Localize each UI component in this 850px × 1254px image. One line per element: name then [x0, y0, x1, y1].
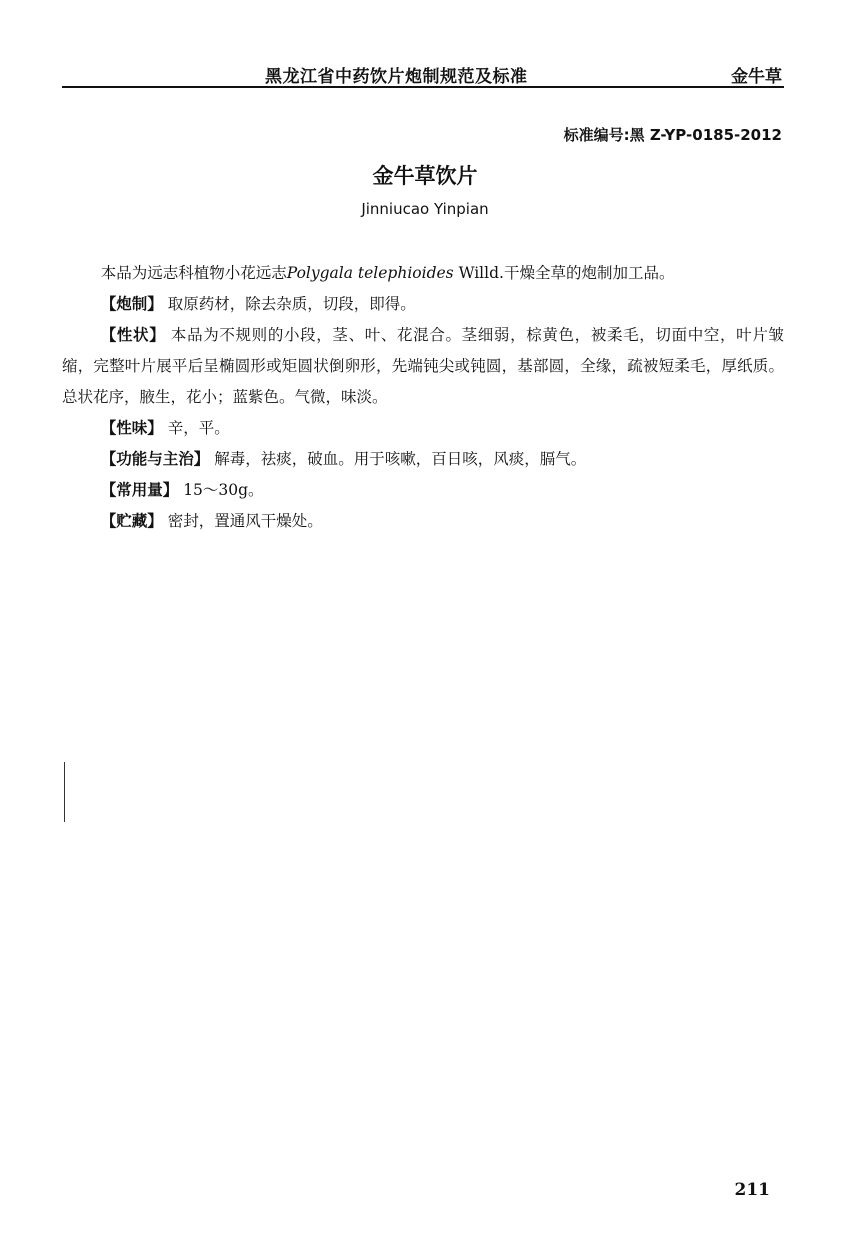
standard-number: 标准编号:黑 Z-YP-0185-2012: [563, 126, 782, 144]
section-characteristics: [62, 320, 784, 413]
section-tag: 【常用量】: [100, 481, 179, 499]
margin-scan-mark: [64, 762, 65, 822]
section-text: 取原药材，除去杂质，切段，即得。: [162, 295, 416, 313]
section-tag: 【炮制】: [100, 295, 163, 313]
section-tag: 【贮藏】: [100, 512, 163, 530]
section-text: 15～30g。: [178, 481, 264, 499]
page-number: 211: [734, 1180, 770, 1200]
section-property-flavor: [62, 413, 784, 444]
section-tag: 【性味】: [100, 419, 163, 437]
section-text: 密封，置通风干燥处。: [162, 512, 323, 530]
section-dosage: [62, 475, 784, 506]
intro-paragraph: [62, 258, 784, 289]
page-subtitle: Jinniucao Yinpian: [361, 200, 489, 218]
section-text: 本品为不规则的小段，茎、叶、花混合。茎细弱，棕黄色，被柔毛，切面中空，叶片皱缩，完整叶片展平后呈椭圆形或矩圆状倒卵形，先端钝尖或钝圆，基部圆，全缘，疏被短柔毛，厚纸质。总状花序，腋生，花小；蓝紫色。气微，味淡。: [62, 326, 784, 406]
section-tag: 【功能与主治】: [100, 450, 210, 468]
section-processing: [62, 289, 784, 320]
section-tag: 【性状】: [100, 326, 166, 344]
header-rule: [62, 86, 784, 88]
page-title: 金牛草饮片: [372, 164, 478, 188]
intro-text-pre: 本品为远志科植物小花远志: [100, 264, 287, 282]
running-header-title: 黑龙江省中药饮片炮制规范及标准: [265, 67, 528, 87]
intro-text-post: Willd.干燥全草的炮制加工品。: [453, 264, 675, 282]
monograph-body: [62, 258, 784, 537]
section-text: 辛，平。: [162, 419, 230, 437]
running-header-section: 金牛草: [731, 67, 782, 87]
section-storage: [62, 506, 784, 537]
intro-latin-name: Polygala telephioides: [286, 264, 454, 282]
section-functions-indications: [62, 444, 784, 475]
section-text: 解毒，祛痰，破血。用于咳嗽，百日咳，风痰，膈气。: [209, 450, 587, 468]
